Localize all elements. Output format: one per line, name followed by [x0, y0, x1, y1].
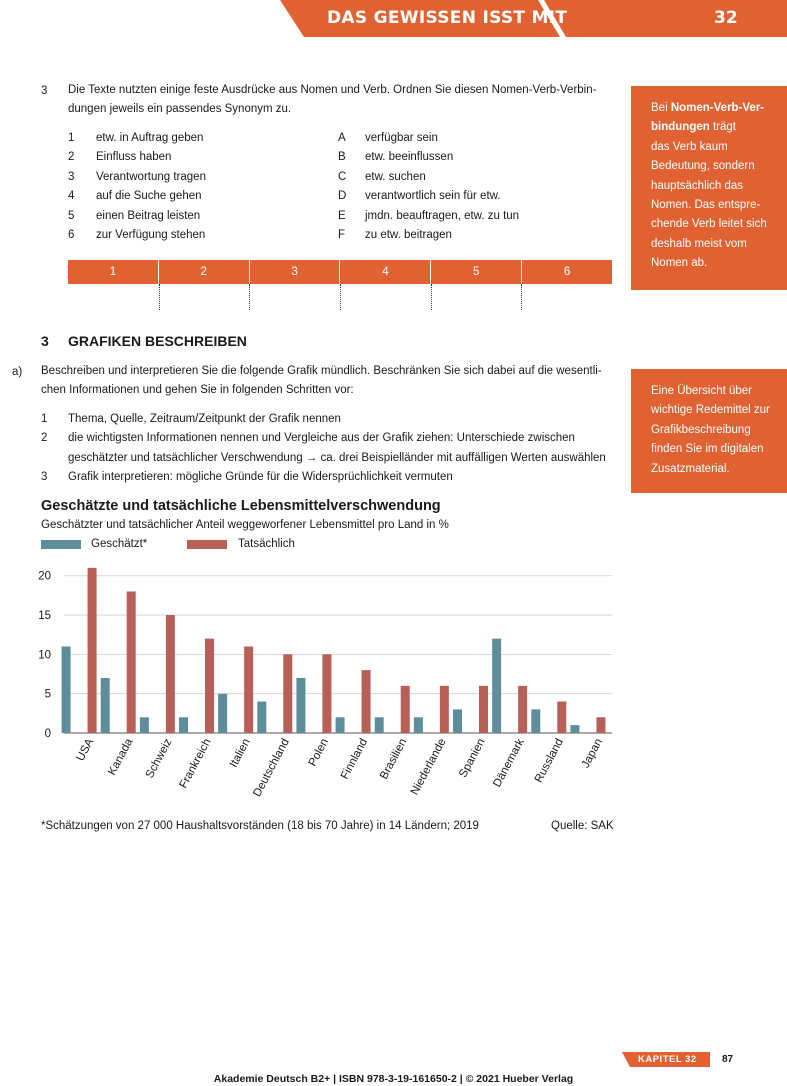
info-text-line: Grafikbeschreibung — [651, 423, 751, 436]
answer-line[interactable] — [521, 284, 522, 310]
section-title: GRAFIKEN BESCHREIBEN — [68, 333, 247, 349]
y-tick-label: 15 — [38, 610, 51, 623]
instruction-line: chen Informationen und gehen Sie in folgenden Schritten vor: — [41, 384, 354, 396]
match-item-number: 6 — [68, 229, 75, 241]
x-tick-label: Deutschland — [251, 736, 292, 799]
info-text-line: das Verb kaum — [651, 140, 728, 153]
y-tick-label: 10 — [38, 649, 51, 662]
y-tick-label: 20 — [38, 570, 51, 583]
bar-tatsaechlich — [362, 670, 371, 733]
info-text-line: hauptsächlich das — [651, 179, 744, 192]
match-option-text: verfügbar sein — [365, 132, 438, 144]
exercise-number: 3 — [41, 85, 48, 97]
answer-cell: 4 — [340, 260, 431, 284]
bar-tatsaechlich — [205, 639, 214, 733]
x-tick-label: Kanada — [106, 736, 136, 778]
bar-chart — [30, 560, 620, 815]
y-tick-label: 5 — [44, 688, 51, 701]
header-page-number: 32 — [714, 8, 738, 28]
bar-geschaetzt — [101, 678, 110, 733]
chart-source: Quelle: SAK — [551, 820, 614, 832]
x-tick-label: Spanien — [457, 736, 488, 780]
info-text: trägt — [709, 121, 736, 134]
match-item-text: Einfluss haben — [96, 151, 172, 164]
match-option-text: verantwortlich sein für etw. — [365, 190, 501, 203]
answer-line[interactable] — [431, 284, 432, 310]
answer-line[interactable] — [340, 284, 341, 310]
legend-swatch-geschaetzt — [41, 540, 81, 549]
x-tick-label: Brasilien — [378, 736, 410, 782]
bar-tatsaechlich — [557, 702, 566, 733]
chart-subtitle: Geschätzter und tatsächlicher Anteil weggeworfener Lebensmittel pro Land in % — [41, 519, 449, 531]
info-text-line: deshalb meist vom — [651, 237, 747, 250]
match-option-letter: A — [338, 132, 346, 144]
match-option-text: etw. suchen — [365, 170, 426, 183]
bar-geschaetzt — [453, 709, 462, 733]
step-text: die wichtigsten Informationen nennen und Vergleiche aus der Grafik ziehen: Unterschiede zwischen — [68, 432, 575, 445]
info-text-line: wichtige Redemittel zur — [651, 404, 770, 417]
x-tick-label: Dänemark — [491, 736, 527, 790]
section-number: 3 — [41, 333, 49, 349]
match-option-letter: B — [338, 151, 346, 164]
x-tick-label: Japan — [579, 736, 606, 771]
info-text-line: Nomen. Das entspre- — [651, 199, 761, 212]
answer-grid — [68, 260, 612, 284]
bar-geschaetzt — [492, 639, 501, 733]
exercise-instruction — [68, 81, 608, 119]
bar-geschaetzt — [570, 725, 579, 733]
step-number: 1 — [41, 413, 48, 425]
instruction-line: Beschreiben und interpretieren Sie die folgende Grafik mündlich. Beschränken Sie sich dabei auf die wesentli- — [41, 365, 602, 377]
bar-tatsaechlich — [244, 647, 253, 734]
answer-line[interactable] — [159, 284, 160, 310]
x-tick-label: Italien — [227, 736, 253, 770]
bar-geschaetzt — [179, 717, 188, 733]
legend-label-tatsaechlich: Tatsächlich — [238, 538, 295, 550]
info-box-nomen-verb — [631, 86, 787, 290]
info-box-redemittel — [631, 369, 787, 493]
bar-tatsaechlich — [127, 591, 136, 733]
match-item-number: 2 — [68, 151, 75, 164]
match-option-letter: C — [338, 170, 347, 183]
info-text-line: Bedeutung, sondern — [651, 160, 755, 173]
instruction-line: dungen jeweils ein passendes Synonym zu. — [68, 103, 292, 115]
match-item-number: 1 — [68, 132, 75, 144]
imprint: Akademie Deutsch B2+ | ISBN 978-3-19-161650-2 | © 2021 Hueber Verlag — [213, 1073, 574, 1085]
bar-tatsaechlich — [166, 615, 175, 733]
answer-cell: 3 — [250, 260, 341, 284]
answer-cell: 2 — [159, 260, 250, 284]
x-tick-label: USA — [74, 736, 97, 764]
chart-title: Geschätzte und tatsächliche Lebensmittelverschwendung — [41, 498, 441, 514]
x-tick-label: Russland — [532, 736, 566, 785]
step-text: geschätzter und tatsächlicher Verschwendung → ca. drei Beispielländer mit auffälligen Werten auswählen — [68, 451, 606, 464]
bar-geschaetzt — [62, 647, 71, 734]
match-item-number: 5 — [68, 209, 75, 222]
task-instruction — [41, 362, 616, 400]
bar-tatsaechlich — [322, 654, 331, 733]
match-item-number: 4 — [68, 190, 75, 203]
answer-cell: 1 — [68, 260, 159, 284]
bar-tatsaechlich — [401, 686, 410, 733]
bar-geschaetzt — [140, 717, 149, 733]
x-tick-label: Schweiz — [143, 736, 175, 781]
match-item-text: auf die Suche gehen — [96, 190, 202, 203]
bar-geschaetzt — [531, 709, 540, 733]
bar-geschaetzt — [218, 694, 227, 733]
y-tick-label: 0 — [44, 728, 51, 740]
match-option-letter: D — [338, 190, 347, 203]
bar-tatsaechlich — [283, 654, 292, 733]
bar-tatsaechlich — [440, 686, 449, 733]
answer-cell: 5 — [431, 260, 522, 284]
bar-geschaetzt — [257, 702, 266, 733]
info-text: Bei — [651, 102, 671, 114]
instruction-line: Die Texte nutzten einige feste Ausdrücke aus Nomen und Verb. Ordnen Sie diesen Nomen-Verb-Verbin- — [68, 84, 597, 96]
answer-line[interactable] — [249, 284, 250, 310]
info-text-line: chende Verb leitet sich — [651, 218, 767, 231]
page-number: 87 — [722, 1054, 734, 1065]
bar-tatsaechlich — [596, 717, 605, 733]
match-item-text: etw. in Auftrag geben — [96, 132, 204, 144]
match-option-text: jmdn. beauftragen, etw. zu tun — [365, 209, 520, 222]
info-text-line: Nomen ab. — [651, 257, 708, 270]
step-text: Grafik interpretieren: mögliche Gründe für die Widersprüchlichkeit vermuten — [68, 471, 453, 484]
bar-geschaetzt — [414, 717, 423, 733]
bar-geschaetzt — [296, 678, 305, 733]
chapter-label: KAPITEL 32 — [638, 1054, 697, 1065]
match-item-text: einen Beitrag leisten — [96, 209, 201, 222]
x-tick-label: Polen — [306, 736, 332, 769]
page-title: DAS GEWISSEN ISST MIT — [327, 8, 568, 28]
bar-geschaetzt — [375, 717, 384, 733]
bar-tatsaechlich — [479, 686, 488, 733]
x-tick-label: Niederlande — [408, 736, 449, 798]
match-option-letter: E — [338, 209, 346, 222]
info-bold: bindungen — [651, 121, 710, 134]
match-option-text: zu etw. beitragen — [365, 229, 452, 241]
match-option-text: etw. beeinflussen — [365, 151, 454, 164]
legend-swatch-tatsaechlich — [187, 540, 227, 549]
match-item-text: zur Verfügung stehen — [96, 229, 206, 241]
x-tick-label: Frankreich — [177, 736, 214, 791]
bar-tatsaechlich — [518, 686, 527, 733]
step-number: 3 — [41, 471, 48, 484]
chart-footnote: *Schätzungen von 27 000 Haushaltsvorständen (18 bis 70 Jahre) in 14 Ländern; 2019 — [41, 820, 479, 832]
answer-cell: 6 — [563, 266, 571, 278]
step-number: 2 — [41, 432, 48, 445]
match-item-text: Verantwortung tragen — [96, 170, 206, 183]
bar-geschaetzt — [336, 717, 345, 733]
bar-tatsaechlich — [88, 568, 97, 733]
match-item-number: 3 — [68, 170, 75, 183]
info-text-line: finden Sie im digitalen — [651, 443, 764, 456]
info-text-line: Eine Übersicht über — [651, 385, 752, 397]
task-label: a) — [12, 366, 23, 378]
info-text-line: Zusatzmaterial. — [651, 462, 730, 475]
info-bold: Nomen-Verb-Ver- — [670, 102, 765, 114]
match-option-letter: F — [338, 229, 346, 241]
x-tick-label: Finnland — [338, 736, 371, 782]
legend-label-geschaetzt: Geschätzt* — [91, 538, 148, 550]
step-text: Thema, Quelle, Zeitraum/Zeitpunkt der Grafik nennen — [68, 413, 341, 425]
